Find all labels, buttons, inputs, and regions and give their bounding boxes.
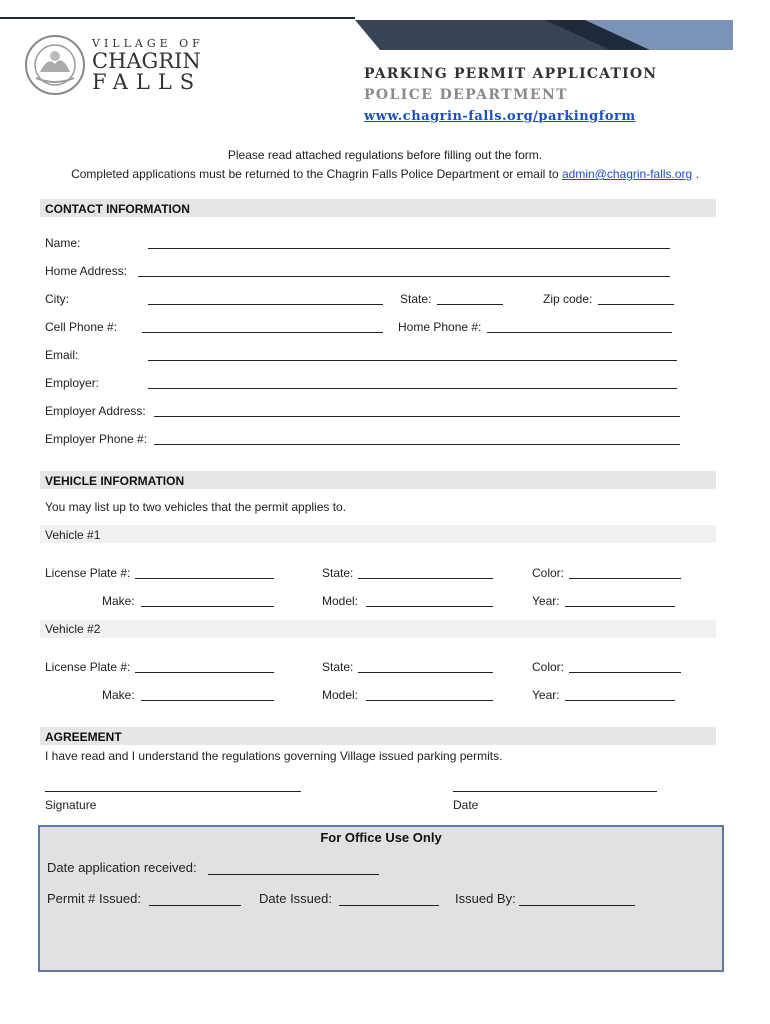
vehicle-2-make-label: Make: [102,688,135,702]
employer-phone-field[interactable] [154,444,680,445]
cell-phone-label: Cell Phone #: [45,320,118,334]
cell-phone-field[interactable] [142,332,383,333]
employer-phone-label: Employer Phone #: [45,432,148,446]
date-label: Date [453,798,479,812]
vehicle-2-heading: Vehicle #2 [45,622,101,636]
vehicle-1-model-field[interactable] [366,606,493,607]
logo-village-of: VILLAGE OF [92,37,204,50]
date-field[interactable] [453,791,657,792]
intro-line-2-end: . [695,167,699,181]
signature-field[interactable] [45,791,301,792]
date-issued-label: Date Issued: [259,891,332,906]
vehicle-2-bar [40,620,716,638]
home-phone-label: Home Phone #: [398,320,482,334]
village-seal-icon [24,34,86,96]
vehicle-2-state-label: State: [322,660,354,674]
home-address-field[interactable] [138,276,670,277]
logo-chagrin: CHAGRIN [92,49,201,73]
signature-label: Signature [45,798,97,812]
date-received-field[interactable] [208,874,379,875]
agreement-section-bar [40,727,716,745]
intro-line-2 [0,167,770,181]
email-label: Email: [45,348,79,362]
vehicle-1-year-field[interactable] [565,606,675,607]
intro-line-2-text: Completed applications must be returned to the Chagrin Falls Police Department or email to [71,167,559,181]
name-label: Name: [45,236,81,250]
vehicle-2-license-field[interactable] [135,672,274,673]
state-field[interactable] [437,304,503,305]
vehicle-2-year-label: Year: [532,688,560,702]
vehicle-2-color-field[interactable] [569,672,681,673]
vehicle-1-make-field[interactable] [141,606,274,607]
email-field[interactable] [148,360,677,361]
employer-field[interactable] [148,388,677,389]
vehicle-1-make-label: Make: [102,594,135,608]
vehicle-2-make-field[interactable] [141,700,274,701]
vehicle-2-color-label: Color: [532,660,565,674]
admin-email-link[interactable]: admin@chagrin-falls.org [561,167,693,181]
zip-label: Zip code: [543,292,593,306]
permit-issued-label: Permit # Issued: [47,891,141,906]
vehicle-1-state-label: State: [322,566,354,580]
vehicle-1-heading: Vehicle #1 [45,528,101,542]
employer-label: Employer: [45,376,100,390]
vehicle-1-model-label: Model: [322,594,359,608]
vehicle-1-year-label: Year: [532,594,560,608]
vehicle-1-license-label: License Plate #: [45,566,131,580]
vehicle-1-color-field[interactable] [569,578,681,579]
home-address-label: Home Address: [45,264,128,278]
city-label: City: [45,292,69,306]
issued-by-field[interactable] [519,905,635,906]
vehicle-1-color-label: Color: [532,566,565,580]
vehicle-1-state-field[interactable] [358,578,493,579]
name-field[interactable] [148,248,670,249]
agreement-heading: AGREEMENT [45,730,122,744]
home-phone-field[interactable] [487,332,672,333]
state-label: State: [400,292,432,306]
zip-field[interactable] [598,304,674,305]
vehicle-2-license-label: License Plate #: [45,660,131,674]
office-heading: For Office Use Only [320,830,442,845]
agreement-text: I have read and I understand the regulations governing Village issued parking permits. [45,749,503,763]
vehicle-1-license-field[interactable] [135,578,274,579]
intro-line-1: Please read attached regulations before filling out the form. [227,148,543,162]
contact-heading: CONTACT INFORMATION [45,202,190,216]
vehicle-2-model-label: Model: [322,688,359,702]
department-name: POLICE DEPARTMENT [364,87,568,103]
vehicle-1-bar [40,525,716,543]
date-issued-field[interactable] [339,905,439,906]
issued-by-label: Issued By: [455,891,516,906]
permit-issued-field[interactable] [149,905,241,906]
vehicle-note: You may list up to two vehicles that the permit applies to. [45,500,347,514]
vehicle-heading: VEHICLE INFORMATION [45,474,185,488]
logo-falls: FALLS [92,70,203,94]
vehicle-2-model-field[interactable] [366,700,493,701]
employer-address-field[interactable] [154,416,680,417]
vehicle-2-year-field[interactable] [565,700,675,701]
form-url-link[interactable]: www.chagrin-falls.org/parkingform [364,109,636,124]
city-field[interactable] [148,304,383,305]
date-received-label: Date application received: [47,860,197,875]
vehicle-2-state-field[interactable] [358,672,493,673]
form-title: PARKING PERMIT APPLICATION [364,66,658,82]
employer-address-label: Employer Address: [45,404,146,418]
